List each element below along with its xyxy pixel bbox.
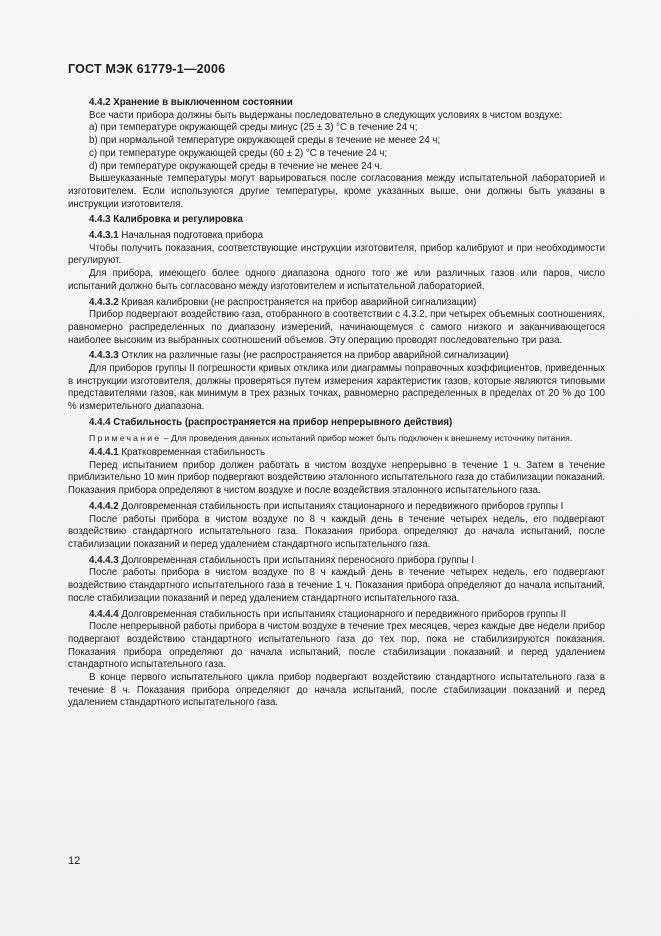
note [68,433,605,445]
section-number: 4.4.4.3 [89,554,119,566]
section-title: Начальная подготовка прибора [121,230,264,242]
section-4-4-3-2-heading [68,297,605,310]
paragraph: Для прибора, имеющего более одного диапазона одного того же или различных газов или паров, число испытаний должно быть согласовано между изготовителем и испытательной лабораторией. [68,268,605,292]
paragraph: После непрерывной работы прибора в чистом воздухе в течение трех месяцев, через каждые две недели прибор подвергают воздействию стандартного испытательного газа до тех пор, пока не стабилизируются показания. Показания прибора определяют до начала испытаний, после стабилизации показаний и перед удалением стандартного испытательного газа. [68,621,605,671]
note-text: – Для проведения данных испытаний прибор может быть подключен к внешнему источнику питания. [161,432,573,443]
section-4-4-4-title: 4.4.4 Стабильность (распространяется на прибор непрерывного действия) [89,416,453,428]
section-4-4-4-1-heading [68,447,605,460]
section-number: 4.4.3.2 [89,296,119,308]
paragraph: Перед испытанием прибор должен работать в чистом воздухе непрерывно в течение 1 ч. Затем в течение приблизительно 10 мин прибор подвергают воздействию эталонного испытательного газа до стабилизации показаний. Показания прибора определяют в чистом воздухе и после воздействия эталонного испытательного газа. [68,459,605,497]
note-label: Примечание [89,432,162,443]
section-number: 4.4.4.1 [89,447,119,459]
paragraph: Чтобы получить показания, соответствующие инструкции изготовителя, прибор калибруют и при необходимости регулируют. [68,242,605,267]
paragraph: После работы прибора в чистом воздухе по 8 ч каждый день в течение четырех недель, его подвергают воздействию стандартного испытательного газа. Показания прибора определяют до начала испытаний, после стабилизации показаний и перед удалением стандартного испытательного газа. [68,513,605,550]
section-number: 4.4.3.1 [89,230,119,242]
section-4-4-3-title: 4.4.3 Калибровка и регулировка [89,214,243,226]
section-4-4-4-4-heading [68,609,605,622]
list-item: d) при температуре окружающей среды в течение не менее 24 ч. [89,160,383,172]
section-title: Долговременная стабильность при испытаниях переносного прибора группы I [121,554,475,566]
section-4-4-3-1-heading [68,230,605,243]
section-4-4-2-paragraph: Вышеуказанные температуры могут варьироваться после согласования между испытательной лабораторией и изготовителем. Если используются другие температуры, кроме указанных выше, они должны быть указаны в инструкции изготовителя. [68,173,605,210]
section-number: 4.4.4.2 [89,500,119,512]
page-number: 12 [68,855,81,867]
section-4-4-3-3-heading [68,350,605,363]
section-title: Отклик на различные газы (не распространяется на прибор аварийной сигнализации) [121,350,509,362]
section-number: 4.4.4.4 [89,608,119,620]
list-item: b) при нормальной температуре окружающей среды в течение не менее 24 ч; [89,135,441,147]
list-item: a) при температуре окружающей среды минус (25 ± 3) °С в течение 24 ч; [89,122,418,134]
section-4-4-4-2-heading [68,501,605,514]
section-title: Кривая калибровки (не распространяется на прибор аварийной сигнализации) [121,296,477,308]
paragraph: После работы прибора в чистом воздухе по 8 ч каждый день в течение четырех недель, его подвергают воздействию стандартного испытательного газа в течение 1 ч. Показания прибора определяют до начала испытаний, после стабилизации показаний и перед удалением стандартного испытательного газа. [68,567,605,604]
section-title: Долговременная стабильность при испытаниях стационарного и передвижного приборов группы II [121,608,567,620]
document-body [68,94,605,710]
section-title: Кратковременная стабильность [121,447,266,459]
document-header: ГОСТ МЭК 61779-1—2006 [68,62,226,76]
section-number: 4.4.3.3 [89,350,119,362]
paragraph: В конце первого испытательного цикла прибор подвергают воздействию стандартного испытательного газа в течение 8 ч. Показания прибора определяют до начала испытаний, после стабилизации показаний и перед удалением стандартного испытательного газа. [68,672,605,709]
list-item: c) при температуре окружающей среды (60 ± 2) °С в течение 24 ч; [89,147,388,159]
paragraph: Прибор подвергают воздействию газа, отобранного в соответствии с 4.3.2, при четырех объемных соотношениях, равномерно распределенных по диапазону измерений, начинающемуся с самого низкого и заканчивающегося наиболее высоким из выбранных соотношений объемов. Эту операцию проводят последовательно три раза. [68,309,605,346]
section-4-4-2-title: 4.4.2 Хранение в выключенном состоянии [89,97,293,108]
section-4-4-4-3-heading [68,555,605,568]
section-title: Долговременная стабильность при испытаниях стационарного и передвижного приборов группы I [121,500,564,512]
paragraph: Для приборов группы II погрешности кривых отклика или диаграммы поправочных коэффициентов, приведенных в инструкции изготовителя, должны проверяться путем измерения характеристик газов, которые являются типовыми представителями газов, как минимум в трех разных точках, равномерно распределенных в пределах от 20 % до 100 % измерительного диапазона. [68,363,605,413]
section-4-4-2-intro: Все части прибора должны быть выдержаны последовательно в следующих условиях в чистом воздухе: [89,109,563,121]
